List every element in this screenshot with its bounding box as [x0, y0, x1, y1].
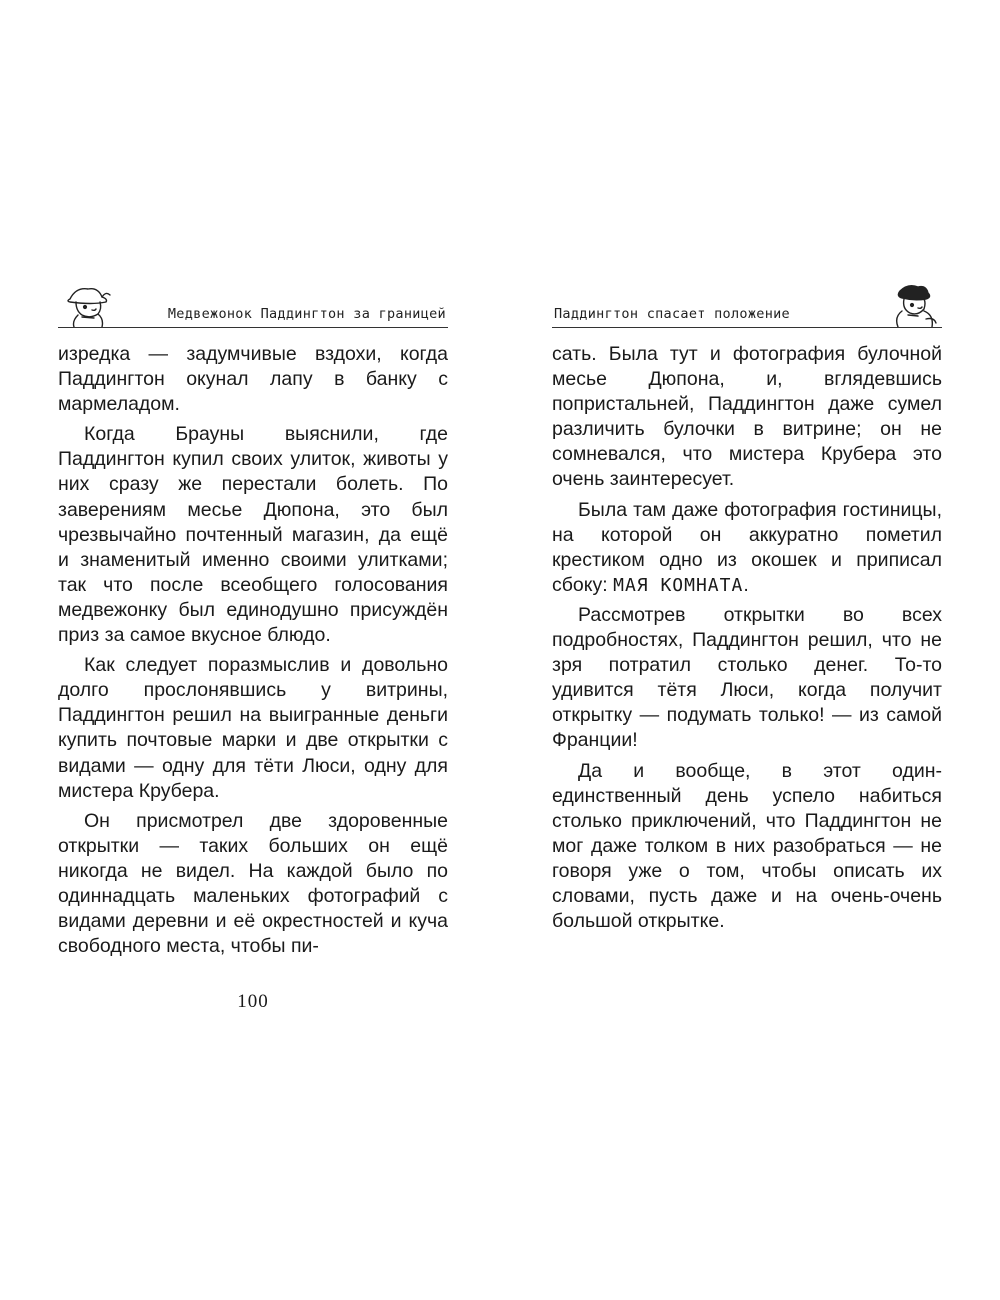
- running-head-title: Медвежонок Паддингтон за границей: [167, 306, 446, 322]
- paragraph-hotel: [552, 498, 942, 598]
- right-body-text: [552, 342, 942, 934]
- right-running-head: [552, 283, 942, 328]
- left-page: [58, 283, 448, 959]
- left-running-head: [58, 283, 448, 328]
- running-head-title: Паддингтон спасает положение: [554, 306, 790, 322]
- paragraph: Да и вообще, в этот один-единственный день успело набиться столько приключений, что Паддингтон не мог даже толком в них разобраться — не говоря уже о том, чтобы описать их словами, пусть даже и на очень-очень большой открытке.: [552, 759, 942, 933]
- paragraph: сать. Была тут и фотография булочной месье Дюпона, и, вглядевшись попристальней, Паддингтон даже сумел различить булочки в витрине; он не сомневался, что мистера Крубера это очень заинтересует.: [552, 343, 942, 491]
- paragraph: Он присмотрел две здоровенные открытки — таких больших он ещё никогда не видел. На каждой было по одиннадцать маленьких фотографий с видами деревни и её окрестностей и куча свободного места, чтобы пи-: [58, 809, 448, 958]
- paragraph-end: .: [743, 573, 749, 596]
- paragraph: Когда Брауны выяснили, где Паддингтон купил своих улиток, животы у них сразу же перестали болеть. По заверениям месье Дюпона, это был чрезвычайно почтенный магазин, да ещё и знаменитый именно своими улитками; так что после всеобщего голосования медвежонку был единодушно присуждён приз за самое вкусное блюдо.: [58, 423, 448, 647]
- page-number: 100: [237, 991, 269, 1012]
- paddington-bear-icon: [888, 281, 940, 327]
- paragraph: изредка — задумчивые вздохи, когда Паддингтон окунал лапу в банку с мармеладом.: [58, 343, 448, 416]
- right-page: [552, 283, 942, 934]
- paragraph-text: Была там даже фотография гостиницы, на которой он аккуратно пометил крестиком одно из окошек и приписал сбоку:: [552, 498, 942, 596]
- handwritten-note: МАЯ КОМНАТА: [613, 574, 744, 596]
- paragraph: Как следует поразмыслив и довольно долго прослонявшись у витрины, Паддингтон решил на выигранные деньги купить почтовые марки и две открытки с видами — одну для тёти Люси, одну для мистера Крубера.: [58, 654, 448, 802]
- paragraph: Рассмотрев открытки во всех подробностях, Паддингтон решил, что не зря потратил столько денег. То-то удивится тётя Люси, когда получит открытку — подумать только! — из самой Франции!: [552, 603, 942, 752]
- left-body-text: [58, 342, 448, 959]
- paddington-bear-icon: [62, 281, 114, 327]
